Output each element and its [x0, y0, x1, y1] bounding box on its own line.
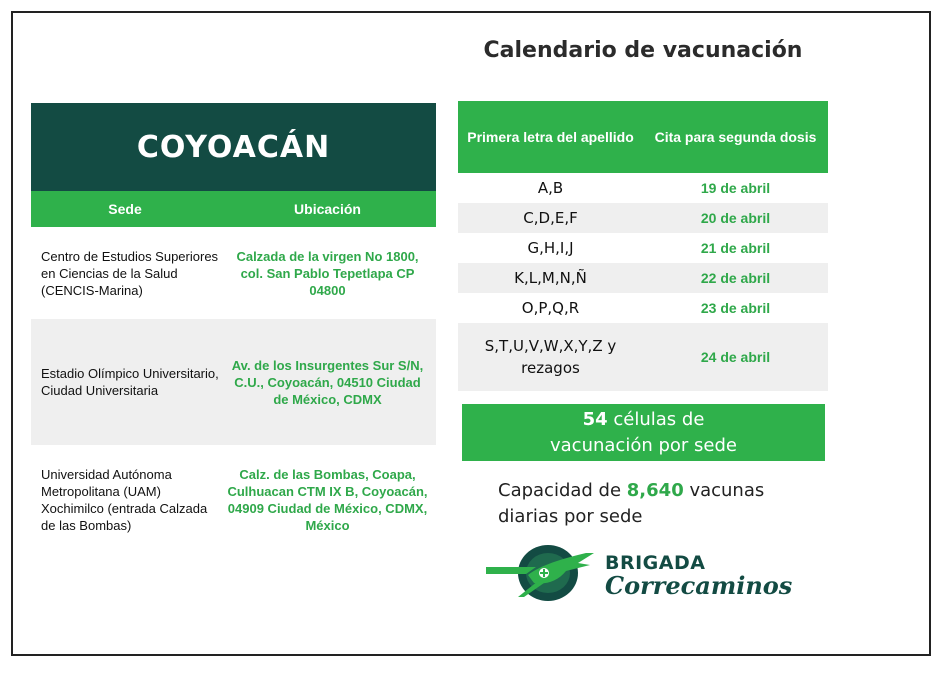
sede-address: Calzada de la virgen No 1800, col. San Pablo Tepetlapa CP 04800 — [236, 248, 419, 298]
header-first-letter: Primera letra del apellido — [467, 128, 634, 145]
cells-line1-text: células de — [607, 408, 705, 430]
table-row — [458, 293, 828, 323]
vaccination-calendar-table — [458, 101, 828, 391]
calendar-title: Calendario de vacunación — [483, 38, 803, 63]
sede-address: Calz. de las Bombas, Coapa, Culhuacan CTM IX B, Coyoacán, 04909 Ciudad de México, CDMX, México — [227, 467, 428, 533]
letters: O,P,Q,R — [521, 299, 580, 317]
cells-line-2: vacunación por sede — [550, 434, 737, 456]
table-row — [31, 227, 436, 319]
sede-name: Universidad Autónoma Metropolitana (UAM) Xochimilco (entrada Calzada de las Bombas) — [41, 467, 208, 533]
table-row — [458, 263, 828, 293]
letters: K,L,M,N,Ñ — [514, 269, 587, 287]
municipality-title: COYOACÁN — [31, 103, 436, 191]
coyoacan-sites-table — [31, 103, 436, 555]
sede-address: Av. de los Insurgentes Sur S/N, C.U., Coyoacán, 04510 Ciudad de México, CDMX — [231, 357, 424, 407]
table-row — [458, 203, 828, 233]
header-appointment: Cita para segunda dosis — [654, 128, 817, 145]
date: 23 de abril — [700, 300, 771, 316]
date: 21 de abril — [700, 240, 771, 256]
header-sede: Sede — [108, 201, 142, 217]
capacity-line2: diarias por sede — [498, 506, 643, 527]
capacity-number: 8,640 — [626, 480, 684, 501]
table-row — [31, 319, 436, 445]
brand-line-1: BRIGADA — [605, 552, 706, 574]
letters: A,B — [537, 179, 564, 197]
header-ubicacion: Ubicación — [294, 201, 361, 217]
letters: C,D,E,F — [523, 209, 578, 227]
letters: S,T,U,V,W,X,Y,Z y rezagos — [484, 337, 617, 377]
capacity-suffix: vacunas — [683, 480, 765, 501]
date: 19 de abril — [700, 180, 771, 196]
brand-line-2: Correcaminos — [605, 571, 793, 600]
table-row — [458, 233, 828, 263]
cells-banner — [462, 404, 825, 461]
capacity-prefix: Capacidad de — [498, 480, 627, 501]
letters: G,H,I,J — [527, 239, 574, 257]
capacity-text — [498, 478, 818, 530]
sites-table-header — [31, 191, 436, 227]
table-row — [458, 323, 828, 391]
sede-name: Estadio Olímpico Universitario, Ciudad Universitaria — [41, 366, 219, 398]
cells-count: 54 — [582, 408, 608, 430]
table-row — [31, 445, 436, 555]
table-row — [458, 173, 828, 203]
calendar-header — [458, 101, 828, 173]
date: 20 de abril — [700, 210, 771, 226]
date: 22 de abril — [700, 270, 771, 286]
date: 24 de abril — [700, 349, 771, 365]
sede-name: Centro de Estudios Superiores en Ciencias de la Salud (CENCIS-Marina) — [41, 248, 219, 298]
cells-line-1 — [462, 407, 825, 433]
